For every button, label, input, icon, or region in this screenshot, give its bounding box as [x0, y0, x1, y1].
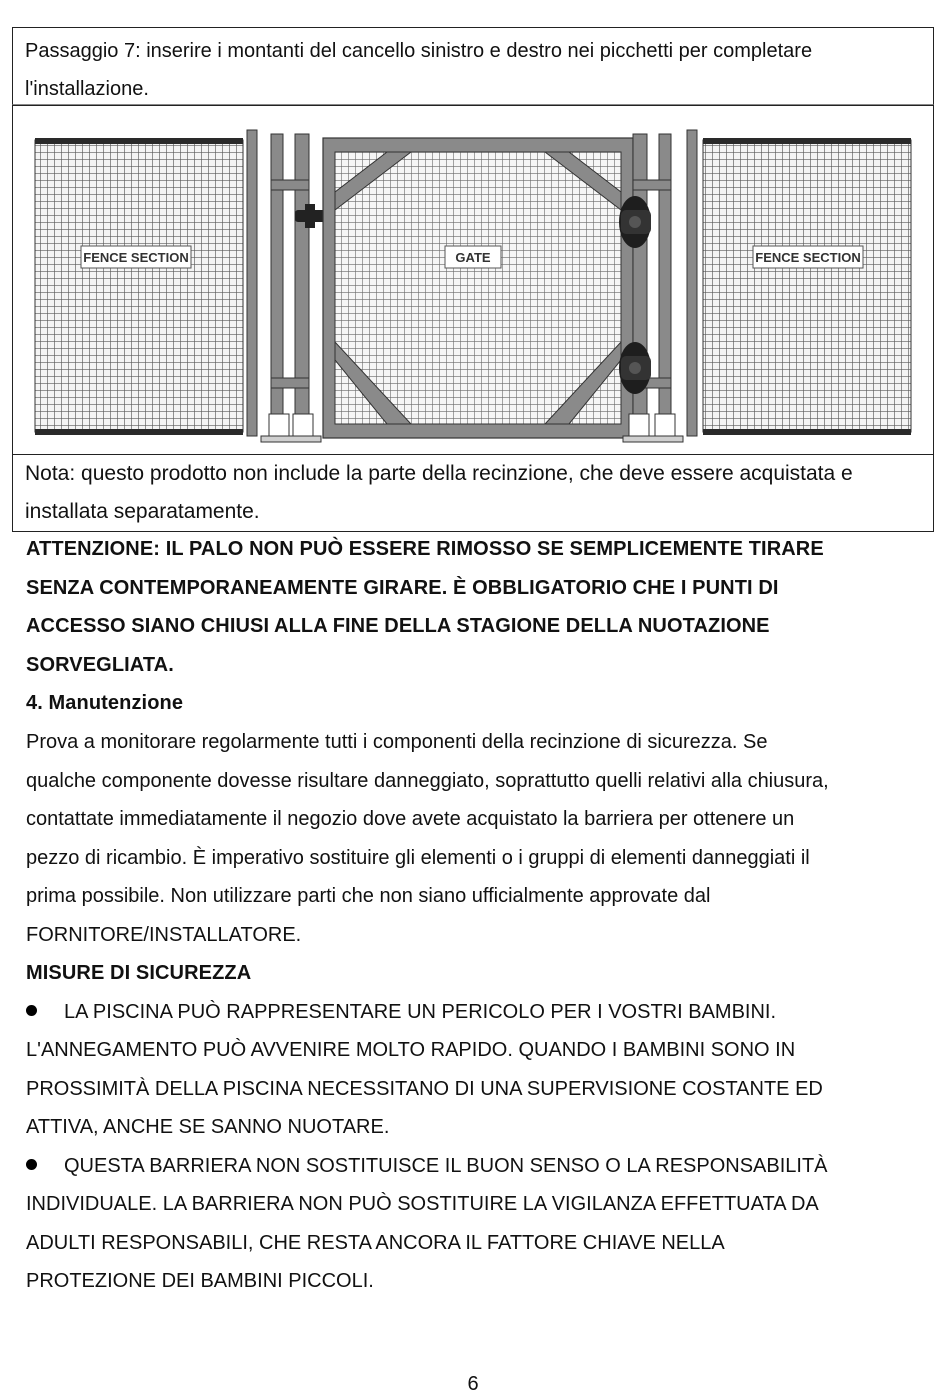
bullet-continuation: ADULTI RESPONSABILI, CHE RESTA ANCORA IL FATTORE CHIAVE NELLA [26, 1232, 725, 1254]
bullet-text: LA PISCINA PUÒ RAPPRESENTARE UN PERICOLO PER I VOSTRI BAMBINI. [64, 1001, 777, 1023]
fence-section-label-right: FENCE SECTION [755, 250, 861, 265]
step-cell [12, 27, 934, 106]
bullet-dot-icon [26, 1159, 37, 1170]
warning-line: SENZA CONTEMPORANEAMENTE GIRARE. È OBBLIGATORIO CHE I PUNTI DI [26, 577, 779, 599]
section-heading-maintenance: 4. Manutenzione [26, 692, 184, 714]
right-fence-section [703, 138, 911, 435]
bullet-continuation: L'ANNEGAMENTO PUÒ AVVENIRE MOLTO RAPIDO. QUANDO I BAMBINI SONO IN [26, 1039, 796, 1061]
warning-line: ACCESSO SIANO CHIUSI ALLA FINE DELLA STAGIONE DELLA NUOTAZIONE [26, 615, 770, 637]
safety-heading: MISURE DI SICUREZZA [26, 962, 252, 984]
note-text: Nota: questo prodotto non include la parte della recinzione, che deve essere acquistata e installata separatamente. [25, 462, 853, 523]
bullet-continuation: ATTIVA, ANCHE SE SANNO NUOTARE. [26, 1116, 390, 1138]
maintenance-line: prima possibile. Non utilizzare parti che non siano ufficialmente approvate dal [26, 885, 711, 907]
gate-panel [323, 138, 633, 438]
bullet-continuation: PROSSIMITÀ DELLA PISCINA NECESSITANO DI UNA SUPERVISIONE COSTANTE ED [26, 1078, 823, 1100]
maintenance-line: FORNITORE/INSTALLATORE. [26, 924, 302, 946]
warning-line: ATTENZIONE: IL PALO NON PUÒ ESSERE RIMOSSO SE SEMPLICEMENTE TIRARE [26, 538, 824, 560]
bullet-dot-icon [26, 1005, 37, 1016]
bullet-continuation: INDIVIDUALE. LA BARRIERA NON PUÒ SOSTITUIRE LA VIGILANZA EFFETTUATA DA [26, 1193, 819, 1215]
bullet-item-1 [26, 1001, 776, 1024]
maintenance-line: qualche componente dovesse risultare danneggiato, soprattutto quelli relativi alla chiusura, [26, 770, 829, 792]
bullet-text: QUESTA BARRIERA NON SOSTITUISCE IL BUON SENSO O LA RESPONSABILITÀ [64, 1155, 828, 1177]
gate-installation-illustration [33, 110, 913, 445]
upper-hinge [619, 196, 651, 248]
gate-label: GATE [455, 250, 491, 265]
fence-section-label-left: FENCE SECTION [83, 250, 189, 265]
note-cell [12, 454, 934, 532]
maintenance-line: contattate immediatamente il negozio dove avete acquistato la barriera per ottenere un [26, 808, 795, 830]
bullet-item-2 [26, 1155, 828, 1178]
lower-hinge [619, 342, 651, 394]
bullet-continuation: PROTEZIONE DEI BAMBINI PICCOLI. [26, 1270, 374, 1292]
left-fence-section [35, 138, 243, 435]
maintenance-line: Prova a monitorare regolarmente tutti i componenti della recinzione di sicurezza. Se [26, 731, 768, 753]
page-number: 6 [467, 1373, 479, 1395]
maintenance-line: pezzo di ricambio. È imperativo sostituire gli elementi o i gruppi di elementi danneggiati il [26, 847, 810, 869]
step-text: Passaggio 7: inserire i montanti del cancello sinistro e destro nei picchetti per completare l'installazione. [25, 40, 813, 100]
warning-line: SORVEGLIATA. [26, 654, 174, 676]
figure-cell [12, 104, 934, 455]
